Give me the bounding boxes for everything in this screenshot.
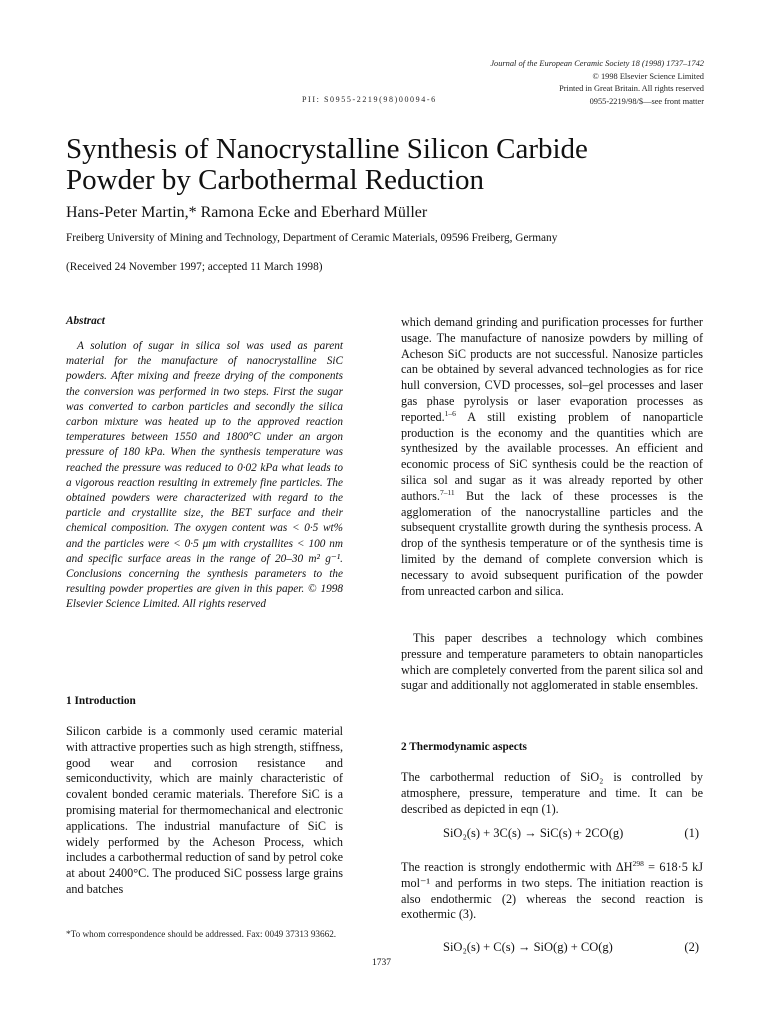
- equation-2-number: (2): [684, 940, 699, 954]
- thermodynamic-paragraph-1: The carbothermal reduction of SiO₂ is controlled by atmosphere, pressure, temperature and time. It can be described as depicted in eqn (1).: [401, 770, 703, 816]
- title-line-2: Powder by Carbothermal Reduction: [66, 164, 484, 196]
- printed-line: Printed in Great Britain. All rights reserved: [559, 84, 704, 93]
- equation-1-expression: SiO₂(s) + 3C(s) → SiC(s) + 2CO(g): [443, 826, 624, 840]
- equation-2-expression: SiO₂(s) + C(s) → SiO(g) + CO(g): [443, 940, 613, 954]
- paragraph-2-part-a: The reaction is strongly endothermic with ΔH: [401, 860, 633, 874]
- enthalpy-superscript: 298: [632, 858, 644, 868]
- paragraph-1-part-c: But the lack of these processes is the agglomeration of the nanocrystalline particles and the subsequent crystallite growth during the synthesis process. A drop of the synthesis temperature or of the synthesis time is limited by the demand of complete conversion which is necessary to avoid subsequent purification of the powder from unreacted carbon and silica.: [401, 488, 703, 598]
- paper-title: [66, 134, 726, 196]
- right-column-paragraph-2: This paper describes a technology which combines pressure and temperature parameters to obtain nanoparticles which are completely converted from the parent silica sol and sugar and additionally not agglomerated in stable ensembles.: [401, 631, 703, 693]
- reference-7-11: 7–11: [439, 487, 455, 497]
- affiliation: Freiberg University of Mining and Technology, Department of Ceramic Materials, 09596 Freiberg, Germany: [66, 232, 558, 244]
- paragraph-1-part-a: which demand grinding and purification processes for further usage. The manufacture of nanosize powders by milling of Acheson SiC products are not successful. Nanosize particles can be obtained by several advanced technologies as for rice hull conversion, CVD processes, sol–gel processes and laser gas phase pyrolysis or laser evaporation processes as reported.: [401, 315, 703, 424]
- thermodynamic-paragraph-2: [401, 860, 703, 923]
- journal-citation: Journal of the European Ceramic Society 18 (1998) 1737–1742: [490, 59, 704, 68]
- introduction-text: Silicon carbide is a commonly used ceramic material with attractive properties such as high strength, stiffness, good wear and corrosion resistance and semiconductivity, which are mainly characteristic of covalent bonded ceramic materials. Therefore SiC is a promising material for thermomechanical and electronic applications. The industrial manufacture of SiC is widely performed by the Acheson Process, which includes a carbothermal reduction of sand by petrol coke at about 2400°C. The produced SiC possess large grains and batches: [66, 724, 343, 896]
- copyright-line: © 1998 Elsevier Science Limited: [592, 71, 704, 81]
- page-number: 1737: [372, 958, 391, 968]
- journal-header: [404, 58, 704, 108]
- equation-1: [401, 826, 703, 844]
- equation-2: [401, 940, 703, 958]
- received-dates: (Received 24 November 1997; accepted 11 March 1998): [66, 261, 323, 273]
- author-list: Hans-Peter Martin,* Ramona Ecke and Eberhard Müller: [66, 204, 428, 221]
- paragraph-2-part-b: = 618·5 kJ mol⁻¹ and performs in two steps. The initiation reaction is also endothermic (2) whereas the second reaction is exothermic (3).: [401, 860, 703, 922]
- correspondence-footnote: *To whom correspondence should be addressed. Fax: 0049 37313 93662.: [66, 929, 337, 939]
- abstract-text: A solution of sugar in silica sol was used as parent material for the manufacture of nanocrystalline SiC powders. After mixing and freeze drying of the components the conversion was performed in two steps. First the sugar was converted to carbon particles and secondly the silica carbon mixture was heated up to the approved reaction temperatures between 1550 and 1800°C under an argon pressure of 180 kPa. When the synthesis temperature was reached the pressure was reduced to 0·02 kPa what leads to a vigorous reaction resulting in extremely fine particles. The obtained powders were characterized with regard to the particle and crystallite size, the BET surface and their chemical composition. The oxygen content was < 0·5 wt% and the particles were < 0·5 μm with crystallites < 100 nm and specific surface areas in the range of 20–30 m² g⁻¹. Conclusions concerning the synthesis parameters to the resulting powder properties are given in this paper. © 1998 Elsevier Science Limited. All rights reserved: [66, 340, 343, 611]
- abstract-section: [66, 315, 343, 613]
- right-column-paragraph-1: [401, 315, 703, 599]
- title-line-1: Synthesis of Nanocrystalline Silicon Carbide: [66, 133, 588, 165]
- reference-1-6: 1–6: [444, 408, 456, 418]
- pii-identifier: PII: S0955-2219(98)00094-6: [302, 95, 437, 104]
- thermodynamic-heading: 2 Thermodynamic aspects: [401, 741, 527, 753]
- abstract-heading: Abstract: [66, 315, 105, 327]
- paragraph-1-part-b: A still existing problem of nanoparticle production is the economy and the quantities which are synthesized by the available processes. An efficient and economic process of SiC synthesis could be the reaction of silica sol and sugar as it was already reported by other authors.: [401, 409, 703, 503]
- issn-line: 0955-2219/98/$—see front matter: [589, 96, 704, 106]
- introduction-heading: 1 Introduction: [66, 695, 136, 707]
- equation-1-number: (1): [684, 826, 699, 840]
